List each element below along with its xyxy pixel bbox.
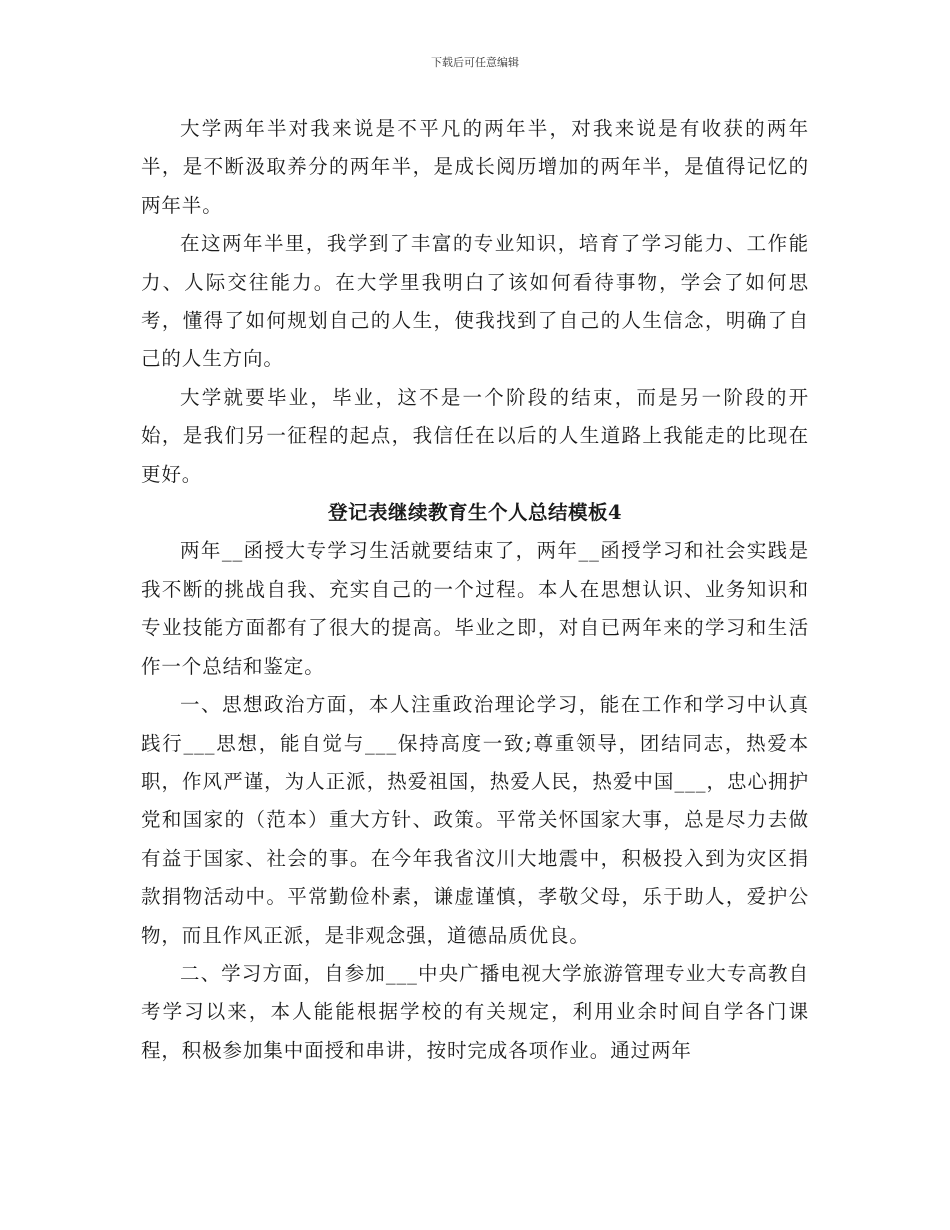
paragraph-5: 一、思想政治方面，本人注重政治理论学习，能在工作和学习中认真践行___思想，能自觉与___保持高度一致;尊重领导，团结同志，热爱本职，作风严谨，为人正派，热爱祖国，热爱人民，热爱中国___，忠心拥护党和国家的（范本）重大方针、政策。平常关怀国家大事，总是尽力去做有益于国家、社会的事。在今年我省汶川大地震中，积极投入到为灾区捐款捐物活动中。平常勤俭朴素，谦虚谨慎，孝敬父母，乐于助人，爱护公物，而且作风正派，是非观念强，道德品质优良。 — [141, 693, 809, 947]
document-body — [141, 110, 809, 1070]
page-header-note: 下载后可任意编辑 — [431, 56, 519, 69]
paragraph-4: 两年__函授大专学习生活就要结束了，两年__函授学习和社会实践是我不断的挑战自我、充实自己的一个过程。本人在思想认识、业务知识和专业技能方面都有了很大的提高。毕业之即，对自已两年来的学习和生活作一个总结和鉴定。 — [141, 539, 809, 678]
paragraph-6: 二、学习方面，自参加___中央广播电视大学旅游管理专业大专高教自考学习以来，本人能能根据学校的有关规定，利用业余时间自学各门课程，积极参加集中面授和串讲，按时完成各项作业。通过两年 — [141, 961, 809, 1062]
paragraph-1: 大学两年半对我来说是不平凡的两年半，对我来说是有收获的两年半，是不断汲取养分的两年半，是成长阅历增加的两年半，是值得记忆的两年半。 — [141, 117, 809, 217]
paragraph-3: 大学就要毕业，毕业，这不是一个阶段的结束，而是另一阶段的开始，是我们另一征程的起点，我信任在以后的人生道路上我能走的比现在更好。 — [141, 385, 809, 486]
section-title: 登记表继续教育生个人总结模板4 — [327, 501, 623, 525]
paragraph-2: 在这两年半里，我学到了丰富的专业知识，培育了学习能力、工作能力、人际交往能力。在大学里我明白了该如何看待事物，学会了如何思考，懂得了如何规划自己的人生，使我找到了自己的人生信念，明确了自己的人生方向。 — [141, 232, 809, 371]
